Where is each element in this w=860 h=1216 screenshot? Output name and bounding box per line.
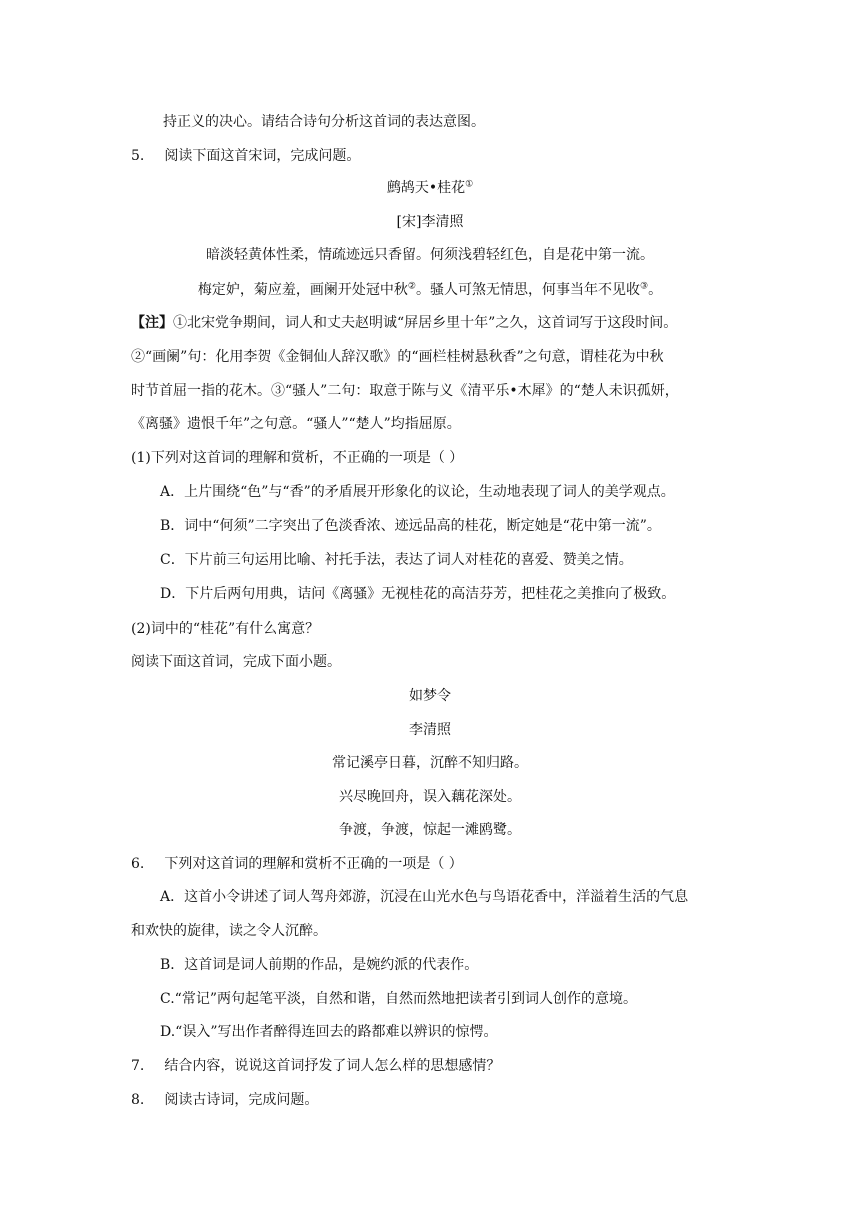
option-a: A．这首小令讲述了词人驾舟郊游，沉浸在山光水色与鸟语花香中，洋溢着生活的气息 [160, 889, 689, 905]
footnote-mark: ③ [640, 281, 649, 292]
option-c: C．下片前三句运用比喻、衬托手法，表达了词人对桂花的喜爱、赞美之情。 [160, 552, 633, 568]
question-number: 8. [131, 1092, 145, 1108]
question-8 [131, 1090, 318, 1110]
footnote-mark: ① [465, 179, 474, 190]
note-line: ②“画阑”句：化用李贺《金铜仙人辞汉歌》的“画栏桂树悬秋香”之句意，谓桂花为中秋 [131, 349, 664, 365]
poem-line: 梅定妒，菊应羞，画阑开处冠中秋②。骚人可煞无情思，何事当年不见收③。 [197, 281, 663, 298]
option-d: D．下片后两句用典，诘问《离骚》无视桂花的高洁芬芳，把桂花之美推向了极致。 [160, 586, 676, 602]
poem-line: 兴尽晚回舟，误入藕花深处。 [339, 789, 521, 805]
question-prompt: 结合内容，说说这首词抒发了词人怎么样的思想感情？ [164, 1058, 501, 1074]
poem-author: 李清照 [409, 722, 451, 738]
question-prompt: 下列对这首词的理解和赏析不正确的一项是（ ） [164, 856, 463, 872]
question-4-tail: 持正义的决心。请结合诗句分析这首词的表达意图。 [163, 114, 485, 130]
sub-question-1: (1)下列对这首词的理解和赏析，不正确的一项是（ ） [131, 450, 464, 466]
option-d: D.“误入”写出作者醉得连回去的路都难以辨识的惊愕。 [160, 1024, 498, 1040]
question-6-heading [131, 854, 463, 874]
note-line: 《离骚》遗恨千年”之句意。“骚人”“楚人”均指屈原。 [131, 416, 461, 432]
poem-line: 常记溪亭日暮，沉醉不知归路。 [332, 755, 528, 771]
question-7 [131, 1056, 500, 1076]
option-b: B．这首词是词人前期的作品，是婉约派的代表作。 [160, 957, 479, 973]
poem-title: 如梦令 [409, 688, 451, 704]
poem-author: [宋]李清照 [396, 214, 464, 230]
group-prompt: 阅读下面这首词，完成下面小题。 [131, 654, 341, 670]
question-number: 7. [131, 1058, 145, 1074]
note-line: 时节首屈一指的花木。③“骚人”二句：取意于陈与义《清平乐•木犀》的“楚人未识孤妍， [131, 383, 679, 399]
question-prompt: 阅读下面这首宋词，完成问题。 [164, 148, 361, 164]
poem-line: 暗淡轻黄体性柔，情疏迹远只香留。何须浅碧轻红色，自是花中第一流。 [206, 247, 654, 263]
poem-line: 争渡，争渡，惊起一滩鸥鹭。 [339, 822, 521, 838]
option-b: B．词中“何须”二字突出了色淡香浓、迹远品高的桂花，断定她是“花中第一流”。 [160, 518, 661, 534]
option-a-continued: 和欢快的旋律，读之令人沉醉。 [131, 923, 327, 939]
option-c: C.“常记”两句起笔平淡，自然和谐，自然而然地把读者引到词人创作的意境。 [160, 991, 637, 1007]
note-tag: 【注】 [131, 315, 173, 331]
option-a: A．上片围绕“色”与“香”的矛盾展开形象化的议论，生动地表现了词人的美学观点。 [160, 484, 675, 500]
question-5-heading [131, 146, 360, 166]
question-number: 5. [131, 148, 145, 164]
question-prompt: 阅读古诗词，完成问题。 [164, 1092, 319, 1108]
sub-question-2: (2)词中的“桂花”有什么寓意？ [131, 621, 320, 637]
question-number: 6. [131, 856, 145, 872]
footnote-mark: ② [407, 281, 416, 292]
poem-title: 鹧鸪天•桂花① [386, 179, 474, 196]
note-line: 【注】①北宋党争期间，词人和丈夫赵明诚“屏居乡里十年”之久，这首词写于这段时间。 [131, 315, 678, 331]
